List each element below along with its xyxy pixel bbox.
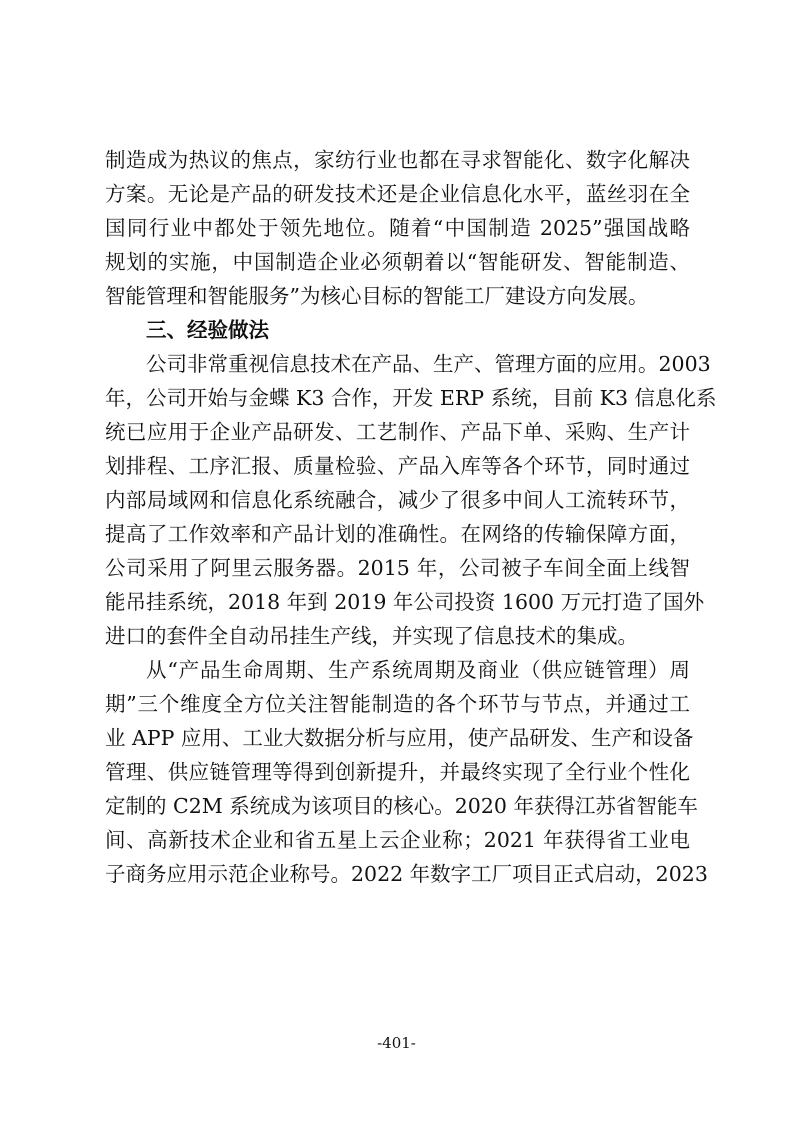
paragraph-line: 提高了工作效率和产品计划的准确性。在网络的传输保障方面，: [105, 522, 690, 546]
paragraph-line: 能吊挂系统，2018 年到 2019 年公司投资 1600 万元打造了国外: [105, 590, 705, 614]
paragraph-line: 业 APP 应用、工业大数据分析与应用，使产品研发、生产和设备: [105, 726, 694, 750]
paragraph-line: 智能管理和智能服务”为核心目标的智能工厂建设方向发展。: [105, 284, 649, 308]
paragraph-line: 规划的实施，中国制造企业必须朝着以“智能研发、智能制造、: [105, 250, 690, 274]
paragraph-2: [105, 347, 717, 653]
paragraph-line: 进口的套件全自动吊挂生产线，并实现了信息技术的集成。: [105, 624, 638, 648]
page-body: [105, 143, 717, 891]
page-number: -401-: [377, 1034, 416, 1052]
section-heading: 三、经验做法: [146, 318, 269, 342]
paragraph-line: 统已应用于企业产品研发、工艺制作、产品下单、采购、生产计: [105, 420, 690, 444]
paragraph-line: 子商务应用示范企业称号。2022 年数字工厂项目正式启动，2023: [105, 862, 708, 886]
paragraph-3: [105, 653, 708, 891]
paragraph-line: 国同行业中都处于领先地位。随着“中国制造 2025”强国战略: [105, 216, 690, 240]
paragraph-line: 管理、供应链管理等得到创新提升，并最终实现了全行业个性化: [105, 760, 690, 784]
paragraph-line: 公司采用了阿里云服务器。2015 年，公司被子车间全面上线智: [105, 556, 690, 580]
paragraph-line: 制造成为热议的焦点，家纺行业也都在寻求智能化、数字化解决: [105, 148, 690, 172]
paragraph-line: 定制的 C2M 系统成为该项目的核心。2020 年获得江苏省智能车: [105, 794, 698, 818]
paragraph-line: 内部局域网和信息化系统融合，减少了很多中间人工流转环节，: [105, 488, 690, 512]
paragraph-line: 从“产品生命周期、生产系统周期及商业（供应链管理）周: [146, 658, 690, 682]
paragraph-line: 间、高新技术企业和省五星上云企业称；2021 年获得省工业电: [105, 828, 690, 852]
paragraph-line: 方案。无论是产品的研发技术还是企业信息化水平，蓝丝羽在全: [105, 182, 690, 206]
paragraph-line: 年，公司开始与金蝶 K3 合作，开发 ERP 系统，目前 K3 信息化系: [105, 386, 717, 410]
paragraph-line: 划排程、工序汇报、质量检验、产品入库等各个环节，同时通过: [105, 454, 690, 478]
paragraph-line: 期”三个维度全方位关注智能制造的各个环节与节点，并通过工: [105, 692, 690, 716]
paragraph-line: 公司非常重视信息技术在产品、生产、管理方面的应用。2003: [146, 352, 711, 376]
paragraph-1: [105, 143, 690, 313]
